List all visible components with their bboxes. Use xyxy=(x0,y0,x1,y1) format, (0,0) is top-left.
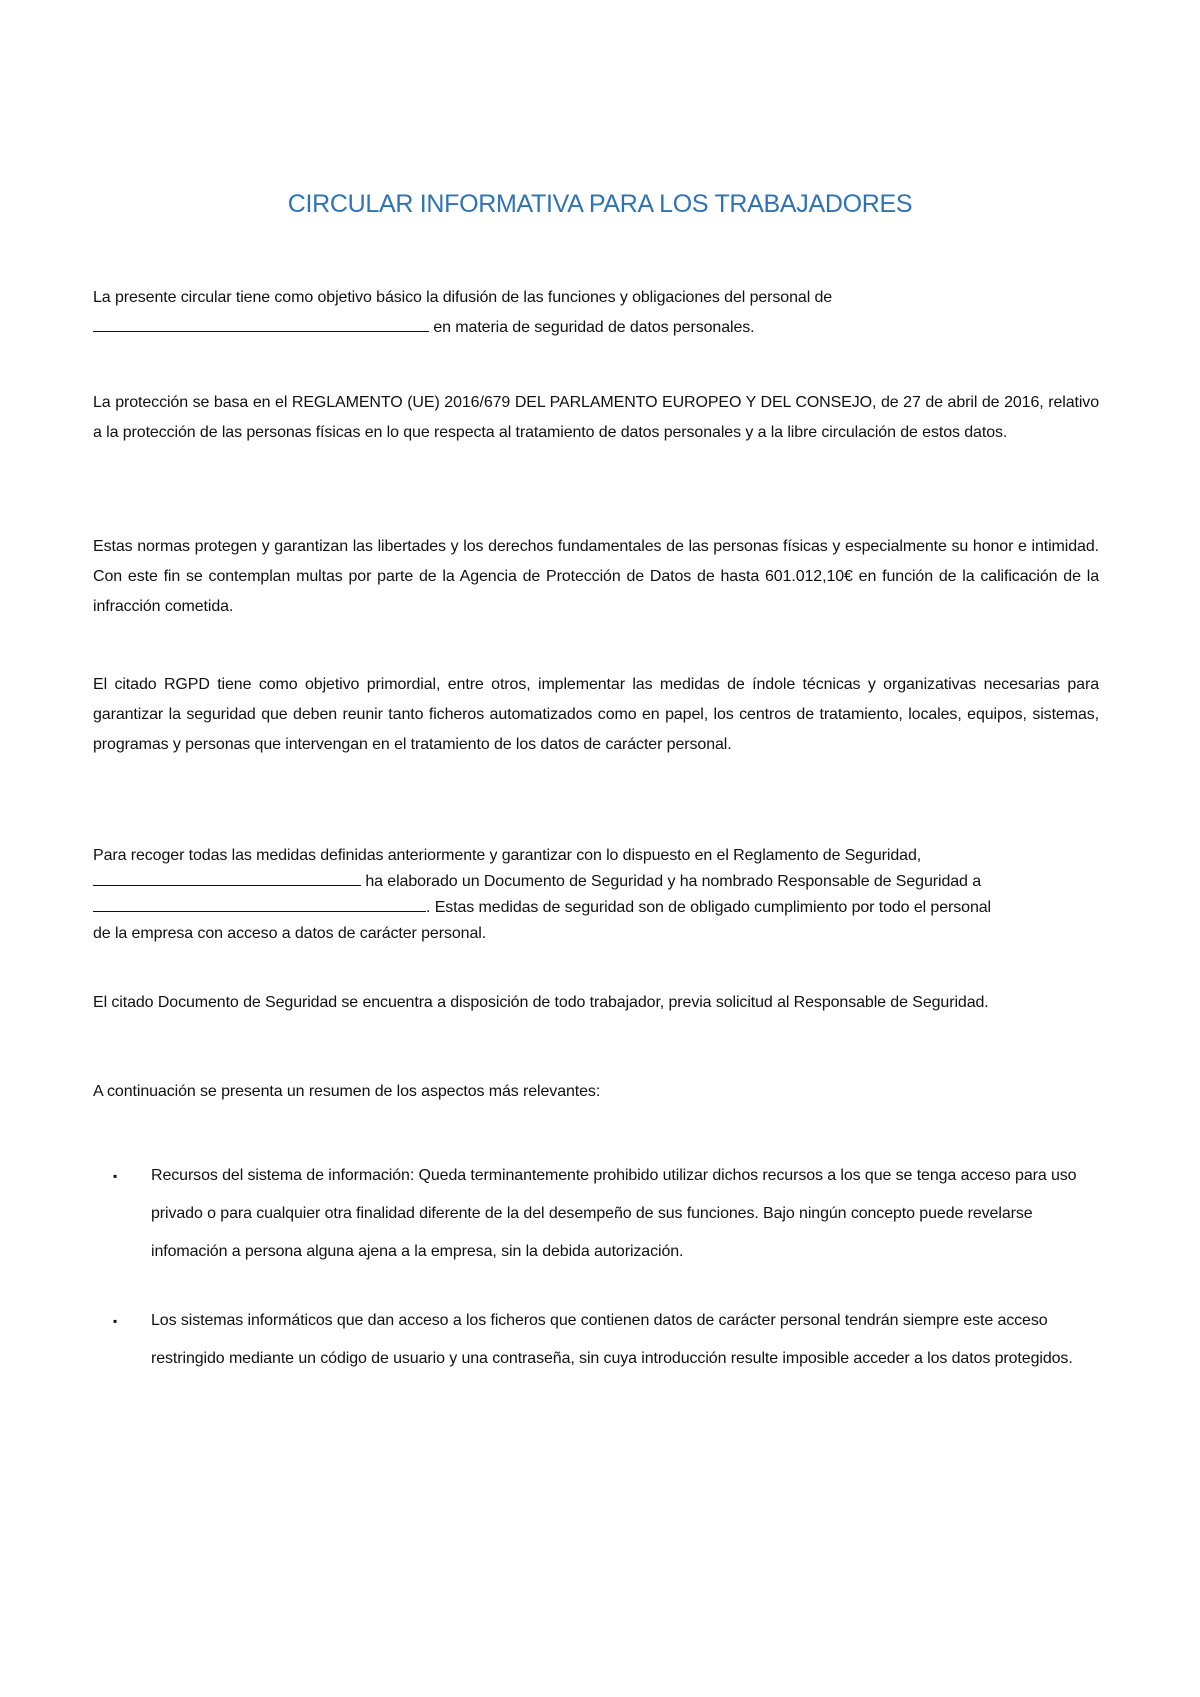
security-line-3-text: . Estas medidas de seguridad son de obligado cumplimiento por todo el personal xyxy=(426,899,991,916)
availability-paragraph: El citado Documento de Seguridad se encuentra a disposición de todo trabajador, previa solicitud al Responsable de Seguridad. xyxy=(93,994,989,1011)
security-line-1: Para recoger todas las medidas definidas anteriormente y garantizar con lo dispuesto en el Reglamento de Seguridad, xyxy=(93,847,922,864)
intro-paragraph xyxy=(93,283,1099,343)
summary-intro-paragraph: A continuación se presenta un resumen de los aspectos más relevantes: xyxy=(93,1083,601,1100)
regulation-paragraph: La protección se basa en el REGLAMENTO (UE) 2016/679 DEL PARLAMENTO EUROPEO Y DEL CONSEJO, de 27 de abril de 2016, relativo a la protección de las personas físicas en lo que respecta al tratamiento de datos personales y a la libre circulación de estos datos. xyxy=(93,394,1099,441)
intro-line-2-text: en materia de seguridad de datos personales. xyxy=(429,319,755,336)
list-item-text: Los sistemas informáticos que dan acceso a los ficheros que contienen datos de carácter personal tendrán siempre este acceso restringido mediante un código de usuario y una contraseña, sin cuya introducción resulte imposible acceder a los datos protegidos. xyxy=(151,1312,1073,1367)
blank-company-name-field[interactable] xyxy=(93,870,361,886)
blank-security-responsible-field[interactable] xyxy=(93,896,426,912)
rights-paragraph: Estas normas protegen y garantizan las libertades y los derechos fundamentales de las personas físicas y especialmente su honor e intimidad. Con este fin se contemplan multas por parte de la Agencia de Protección de Datos de hasta 601.012,10€ en función de la calificación de la infracción cometida. xyxy=(93,538,1099,615)
square-bullet-icon: ▪ xyxy=(113,1314,118,1328)
intro-line-2 xyxy=(93,313,1099,343)
rgpd-paragraph: El citado RGPD tiene como objetivo primordial, entre otros, implementar las medidas de índole técnicas y organizativas necesarias para garantizar la seguridad que deben reunir tanto ficheros automatizados como en papel, los centros de tratamiento, locales, equipos, sistemas, programas y personas que intervengan en el tratamiento de los datos de carácter personal. xyxy=(93,676,1099,753)
list-item xyxy=(93,1302,1109,1378)
square-bullet-icon: ▪ xyxy=(113,1169,118,1183)
list-item-text: Recursos del sistema de información: Queda terminantemente prohibido utilizar dichos recursos a los que se tenga acceso para uso privado o para cualquier otra finalidad diferente de la del desempeño de sus funciones. Bajo ningún concepto puede revelarse infomación a persona alguna ajena a la empresa, sin la debida autorización. xyxy=(151,1167,1077,1260)
security-line-2 xyxy=(93,869,1099,895)
security-document-paragraph xyxy=(93,843,1099,947)
security-line-2-text: ha elaborado un Documento de Seguridad y ha nombrado Responsable de Seguridad a xyxy=(361,873,982,890)
list-item xyxy=(93,1157,1109,1271)
document-title: CIRCULAR INFORMATIVA PARA LOS TRABAJADORES xyxy=(287,190,913,218)
blank-company-field[interactable] xyxy=(93,316,429,332)
security-line-4: de la empresa con acceso a datos de carácter personal. xyxy=(93,925,487,942)
relevant-aspects-list xyxy=(93,1157,1109,1378)
security-line-3 xyxy=(93,895,1099,921)
intro-line-1: La presente circular tiene como objetivo básico la difusión de las funciones y obligaciones del personal de xyxy=(93,289,833,306)
